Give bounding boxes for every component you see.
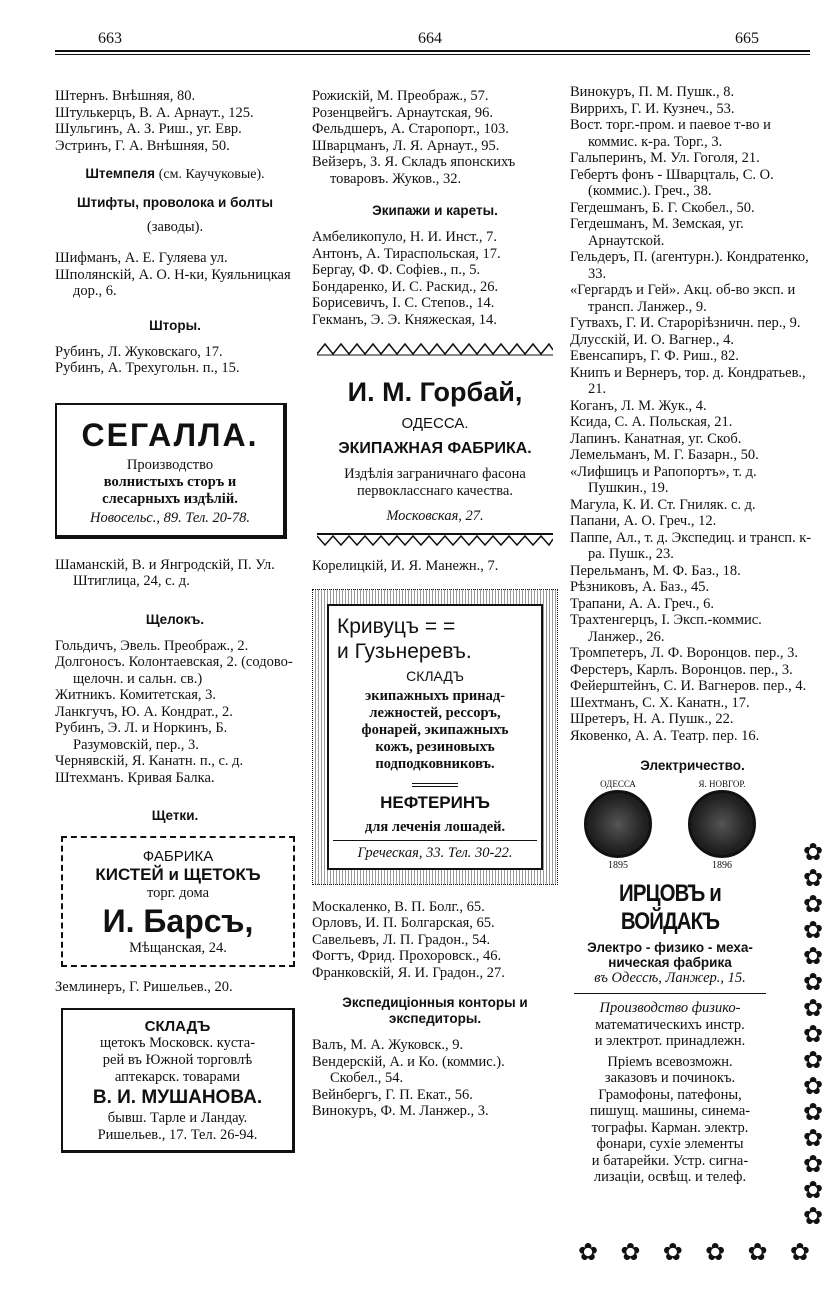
ad-text: тографы. Карман. электр. xyxy=(591,1119,749,1136)
ad-text: НЕФТЕРИНЪ xyxy=(380,792,490,812)
page-number-right: 665 xyxy=(735,30,759,47)
directory-entry: Землинеръ, Г. Ришельев., 20. xyxy=(55,979,233,995)
directory-entry: Москаленко, В. П. Болг., 65. xyxy=(312,898,485,915)
flower-icon: ✿ xyxy=(802,996,824,1022)
directory-entry: Рубинъ, Э. Л. и Норкинъ, Б. Разумовскій, пер., 3. xyxy=(55,720,228,753)
divider xyxy=(574,993,766,994)
flower-icon: ✿ xyxy=(802,1204,824,1230)
directory-entry: Длусскій, И. О. Вагнер., 4. xyxy=(570,331,735,348)
ad-text: и электрот. принадлежн. xyxy=(594,1033,746,1049)
ornament-rule: = = xyxy=(424,614,456,638)
ad-address: Ришельев., 17. Тел. 26-94. xyxy=(97,1126,258,1143)
directory-entry: Виррихъ, Г. И. Кузнеч., 53. xyxy=(570,100,735,117)
ad-address: въ Одессѣ, Ланжер., 15. xyxy=(594,970,746,986)
directory-entry: Валъ, М. А. Жуковск., 9. xyxy=(312,1037,464,1053)
column-3 xyxy=(570,84,815,1186)
ad-text: для леченія лошадей. xyxy=(364,818,506,835)
flower-icon: ✿ xyxy=(802,918,824,944)
ad-text: Производство xyxy=(126,456,214,473)
directory-entry: Шретеръ, Н. А. Пушк., 22. xyxy=(570,711,734,727)
directory-entry: Чернявскій, Я. Канатн. п., с. д. xyxy=(55,753,244,769)
advertisement-krivuts xyxy=(312,589,558,885)
directory-entry: Фельдшеръ, А. Старопорт., 103. xyxy=(312,121,509,137)
ad-text: подподковниковъ. xyxy=(375,755,495,772)
entry-group xyxy=(312,229,558,328)
flower-icon: ✿ xyxy=(802,1152,824,1178)
entry-group xyxy=(55,557,295,590)
entry-group xyxy=(312,1037,558,1120)
directory-entry: Гельдеръ, П. (агентурн.). Кондратенко, 33. xyxy=(570,249,809,282)
directory-entry: Антонъ, А. Тираспольская, 17. xyxy=(312,245,501,262)
entry-group xyxy=(570,84,815,744)
entry-group xyxy=(55,250,295,300)
advertisement-segalla xyxy=(55,403,287,539)
entry-group xyxy=(312,899,558,982)
ad-text: Издѣлія заграничнаго фасона xyxy=(344,466,526,482)
directory-entry: Гебертъ фонъ - Шварцталь, С. О. (коммис.). Греч., 38. xyxy=(570,166,774,199)
ad-text: ническая фабрика xyxy=(608,955,732,970)
flower-icon: ✿ xyxy=(802,970,824,996)
directory-entry: Бергау, Ф. Ф. Софіев., п., 5. xyxy=(312,262,481,278)
directory-entry: Ксида, С. А. Польская, 21. xyxy=(570,414,733,430)
ad-text: СКЛАДЪ xyxy=(144,1017,211,1035)
directory-entry: Эстринъ, Г. А. Внѣшняя, 50. xyxy=(55,137,230,154)
advertisement-irtsov xyxy=(570,779,770,1186)
ad-address: Новосельс., 89. Тел. 20-78. xyxy=(89,509,251,526)
section-heading: Штемпеля (см. Каучуковые). xyxy=(85,166,265,182)
directory-entry: Гутвахъ, Г. И. Староріѣзничн. пер., 9. xyxy=(570,315,801,331)
advertisement-barsh xyxy=(61,836,295,967)
directory-entry: «Гергардъ и Гей». Акц. об-во эксп. и трансп. Ланжер., 9. xyxy=(570,282,796,315)
directory-entry: Штернъ. Внѣшняя, 80. xyxy=(55,88,196,104)
medal-icon: ОДЕССА 1895 xyxy=(584,790,652,858)
flower-icon: ✿ xyxy=(662,1240,683,1266)
flower-icon: ✿ xyxy=(578,1240,599,1266)
ad-text: слесарныхъ издѣлій. xyxy=(102,490,238,507)
directory-entry: Шполянскій, А. О. Н-ки, Куяльницкая дор., 6. xyxy=(55,266,291,299)
directory-entry: Лапинъ. Канатная, уг. Скоб. xyxy=(570,430,742,447)
ad-text: лизаціи, освѣщ. и телеф. xyxy=(593,1169,747,1185)
ad-address: Московская, 27. xyxy=(386,508,484,524)
directory-entry: Долгоносъ. Колонтаевская, 2. (содово-щелочн. и сальн. св.) xyxy=(55,654,293,687)
directory-entry: Коганъ, Л. М. Жук., 4. xyxy=(570,397,707,414)
ad-text: аптекарск. товарами xyxy=(114,1068,241,1085)
section-heading: Электричество. xyxy=(640,758,745,773)
directory-entry: Гегдешманъ, М. Земская, уг. Арнаутской. xyxy=(570,216,744,249)
directory-entry: Савельевъ, Л. П. Градон., 54. xyxy=(312,931,491,948)
ad-title: И. М. Горбай, xyxy=(347,377,523,407)
flower-icon: ✿ xyxy=(747,1240,768,1266)
directory-entry: Корелицкій, И. Я. Манежн., 7. xyxy=(312,558,499,574)
directory-entry: Шульгинъ, А. З. Риш., уг. Евр. xyxy=(55,121,242,137)
header-rule xyxy=(55,50,810,52)
ad-text: Пріемъ всевозможн. xyxy=(607,1053,733,1070)
directory-entry: Рубинъ, А. Трехугольн. п., 15. xyxy=(55,360,240,376)
ad-text: щетокъ Московск. куста- xyxy=(99,1034,256,1051)
directory-entry: Папани, А. О. Греч., 12. xyxy=(570,513,717,529)
section-heading: Экспедиціонныя конторы и экспедиторы. xyxy=(342,995,528,1026)
directory-entry: Вейзеръ, З. Я. Складъ японскихъ товаровъ. Жуков., 32. xyxy=(312,154,516,187)
flower-icon: ✿ xyxy=(802,840,824,866)
entry-group xyxy=(55,88,295,154)
directory-entry: Борисевичъ, І. С. Степов., 14. xyxy=(312,295,495,311)
entry-group xyxy=(312,558,558,575)
flower-icon: ✿ xyxy=(789,1240,810,1266)
ad-text: ОДЕССА. xyxy=(401,415,469,432)
page-number-left: 663 xyxy=(98,30,122,47)
directory-entry: Гекманъ, Э. Э. Княжеская, 14. xyxy=(312,311,497,328)
flower-icon: ✿ xyxy=(802,866,824,892)
directory-entry: Вост. торг.-пром. и паевое т-во и коммис. к-ра. Торг., 3. xyxy=(570,117,771,150)
flower-border-vertical xyxy=(796,840,830,1230)
entry-group xyxy=(312,88,558,187)
flower-icon: ✿ xyxy=(802,944,824,970)
directory-entry: Паппе, Ал., т. д. Экспедиц. и трансп. к-ра. Пушк., 23. xyxy=(570,529,812,562)
directory-entry: Житникъ. Комитетская, 3. xyxy=(55,687,217,703)
flower-icon: ✿ xyxy=(705,1240,726,1266)
section-heading: Щелокъ. xyxy=(145,611,205,627)
ad-text: СКЛАДЪ xyxy=(406,667,464,684)
ad-text: заказовъ и починокъ. xyxy=(604,1070,736,1086)
ad-title: СЕГАЛЛА. xyxy=(81,416,259,453)
directory-entry: Амбеликопуло, Н. И. Инст., 7. xyxy=(312,229,498,245)
directory-entry: Штулькерцъ, В. А. Арнаут., 125. xyxy=(55,104,254,121)
section-heading: Щетки. xyxy=(151,808,199,823)
column-2 xyxy=(312,88,558,1120)
ad-text: рей въ Южной торговлѣ xyxy=(102,1051,253,1068)
directory-entry: Рожискій, М. Преображ., 57. xyxy=(312,88,489,104)
ad-text: КИСТЕЙ и ЩЕТОКЪ xyxy=(95,865,261,884)
ad-address: Греческая, 33. Тел. 30-22. xyxy=(333,840,537,862)
flower-icon: ✿ xyxy=(620,1240,641,1266)
directory-entry: Фогтъ, Фрид. Прохоровск., 46. xyxy=(312,948,502,964)
ad-text: волнистыхъ сторъ и xyxy=(103,473,237,490)
directory-entry: Шехтманъ, С. Х. Канатн., 17. xyxy=(570,694,750,711)
directory-entry: Евенсапиръ, Г. Ф. Риш., 82. xyxy=(570,348,739,364)
directory-entry: Шифманъ, А. Е. Гуляева ул. xyxy=(55,250,228,266)
ad-title: и Гузьнеревъ. xyxy=(337,639,472,663)
directory-entry: Гальперинъ, М. Ул. Гоголя, 21. xyxy=(570,150,760,166)
entry-group xyxy=(55,638,295,787)
entry-group xyxy=(55,344,295,377)
ad-title: В. И. МУШАНОВА. xyxy=(92,1086,263,1108)
column-1 xyxy=(55,88,295,1153)
ad-text: ФАБРИКА xyxy=(142,848,214,865)
ad-title: И. Барсъ, xyxy=(102,903,254,939)
ad-address: Мѣщанская, 24. xyxy=(129,940,227,956)
flower-icon: ✿ xyxy=(802,892,824,918)
directory-entry: Ферстеръ, Карлъ. Воронцов. пер., 3. xyxy=(570,661,793,678)
ad-text: Электро - физико - меха- xyxy=(587,940,753,955)
directory-entry: Розенцвейгъ. Арнаутская, 96. xyxy=(312,104,493,121)
header-rule-thin xyxy=(55,54,810,55)
directory-entry: «Лифшицъ и Рапопортъ», т. д. Пушкин., 19. xyxy=(570,463,757,496)
directory-entry: Ланкгучъ, Ю. А. Кондрат., 2. xyxy=(55,703,233,720)
section-heading: Штифты, проволока и болты xyxy=(76,195,274,210)
directory-entry: Книпъ и Вернеръ, тор. д. Кондратьев., 21. xyxy=(570,364,806,397)
directory-entry: Шаманскій, В. и Янгродскій, П. Ул. Штиглица, 24, с. д. xyxy=(55,556,275,589)
section-heading: Шторы. xyxy=(149,317,201,333)
ad-text: Грамофоны, патефоны, xyxy=(598,1086,742,1103)
flower-icon: ✿ xyxy=(802,1178,824,1204)
directory-entry: Лемельманъ, М. Г. Базарн., 50. xyxy=(570,447,759,463)
divider xyxy=(412,783,458,787)
directory-entry: Шварцманъ, Л. Я. Арнаут., 95. xyxy=(312,137,500,154)
directory-entry: Винокуръ, Ф. М. Ланжер., 3. xyxy=(312,1103,489,1119)
ad-text: торг. дома xyxy=(146,885,210,901)
directory-entry: Магула, К. И. Ст. Гниляк. с. д. xyxy=(570,496,756,513)
ad-text: лежностей, рессоръ, xyxy=(369,704,501,721)
page-number-center: 664 xyxy=(418,30,442,47)
medal-icon: Я. НОВГОР. 1896 xyxy=(688,790,756,858)
directory-entry: Гольдичъ, Эвель. Преображ., 2. xyxy=(55,637,249,654)
ornament-border xyxy=(317,533,553,547)
directory-entry: Трапани, А. А. Греч., 6. xyxy=(570,595,715,612)
directory-entry: Рѣзниковъ, А. Баз., 45. xyxy=(570,579,710,595)
directory-entry: Орловъ, И. П. Болгарская, 65. xyxy=(312,915,495,931)
directory-entry: Штехманъ. Кривая Балка. xyxy=(55,769,215,786)
ad-text: и батарейки. Устр. сигна- xyxy=(591,1152,749,1169)
ad-text: фонарей, экипажныхъ xyxy=(361,721,509,738)
section-heading: Экипажи и кареты. xyxy=(372,203,498,218)
directory-entry: Вендерскій, А. и Ко. (коммис.). Скобел., 54. xyxy=(312,1053,505,1086)
ad-text: математическихъ инстр. xyxy=(595,1016,745,1033)
directory-entry: Бондаренко, И. С. Раскид., 26. xyxy=(312,278,499,295)
directory-entry: Яковенко, А. А. Театр. пер. 16. xyxy=(570,727,760,744)
entry-group xyxy=(55,979,295,996)
directory-entry: Рубинъ, Л. Жуковскаго, 17. xyxy=(55,343,223,360)
section-note: (заводы). xyxy=(146,219,204,235)
directory-entry: Перельманъ, М. Ф. Баз., 18. xyxy=(570,562,741,579)
directory-entry: Трахтенгерцъ, І. Эксп.-коммис. Ланжер., 26. xyxy=(570,612,762,645)
flower-icon: ✿ xyxy=(802,1100,824,1126)
flower-icon: ✿ xyxy=(802,1074,824,1100)
ad-text: кожъ, резиновыхъ xyxy=(375,738,495,755)
ad-title: ИРЦОВЪ и ВОЙДАКЪ xyxy=(619,880,721,935)
ad-text: фонари, сухіе элементы xyxy=(596,1136,744,1152)
ornament-border xyxy=(317,342,553,356)
flower-icon: ✿ xyxy=(802,1126,824,1152)
directory-entry: Вейнбергъ, Г. П. Екат., 56. xyxy=(312,1086,473,1103)
flower-icon: ✿ xyxy=(802,1048,824,1074)
directory-entry: Франковскій, Я. И. Градон., 27. xyxy=(312,964,505,981)
directory-entry: Гегдешманъ, Б. Г. Скобел., 50. xyxy=(570,199,755,216)
directory-entry: Винокуръ, П. М. Пушк., 8. xyxy=(570,84,735,100)
ad-text: ЭКИПАЖНАЯ ФАБРИКА. xyxy=(338,440,532,457)
ad-title: Кривуцъ = = xyxy=(337,614,456,638)
flower-icon: ✿ xyxy=(802,1022,824,1048)
directory-entry: Тромпетеръ, Л. Ф. Воронцов. пер., 3. xyxy=(570,645,798,661)
ad-text: пишущ. машины, синема- xyxy=(589,1103,751,1119)
ad-text: Производство физико- xyxy=(599,1000,741,1016)
ad-text: бывш. Тарле и Ландау. xyxy=(107,1109,248,1126)
ad-text: экипажныхъ принад- xyxy=(364,687,506,704)
flower-border-horizontal xyxy=(578,1240,810,1266)
directory-entry: Фейерштейнъ, С. И. Вагнеров. пер., 4. xyxy=(570,678,807,694)
advertisement-mushanov xyxy=(61,1008,295,1153)
ad-text: первокласснаго качества. xyxy=(357,483,513,499)
advertisement-gorbai xyxy=(312,342,558,552)
